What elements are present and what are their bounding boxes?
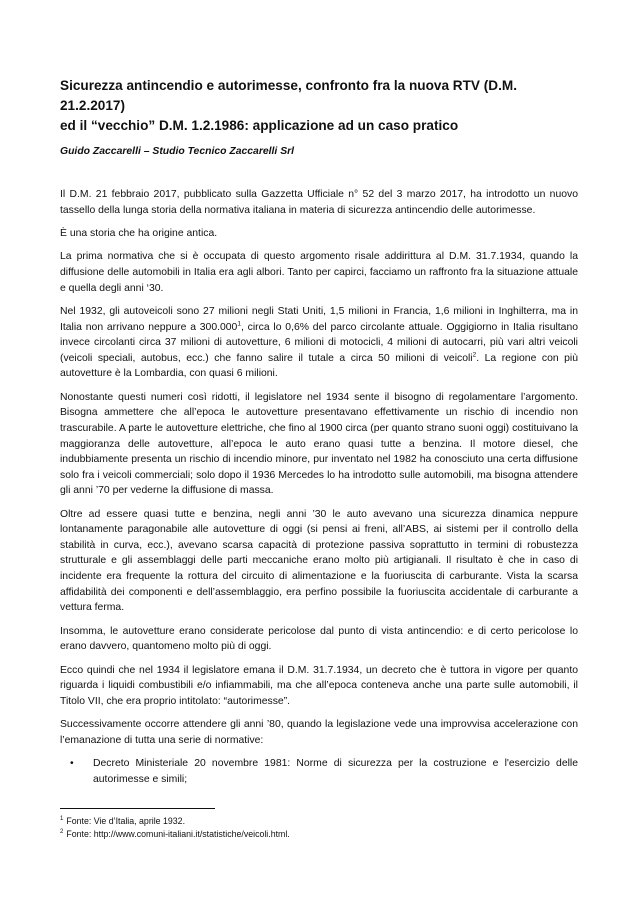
footnote-ref-2[interactable]: 2 <box>472 351 477 359</box>
paragraph-4 <box>60 304 578 382</box>
paragraph-4-part-b: , circa lo 0,6% del parco circolante attuale. Oggigiorno in Italia risultano invece circolanti circa 37 milioni di autovetture, 6 milioni di motocicli, 4 milioni di autocarri, più vari altri veicoli (veicoli speciali, autobus, ecc.) che fanno salire il tutale a circa 50 milioni di veicoli <box>60 321 579 364</box>
document-page <box>60 76 578 787</box>
document-title <box>60 76 578 136</box>
paragraph-3: La prima normativa che si è occupata di questo argomento risale addirittura al D.M. 31.7.1934, quando la diffusione delle automobili in Italia era agli albori. Tanto per capirci, facciamo un raffronto fra la situazione attuale e quella degli anni ‘30. <box>60 251 578 294</box>
paragraph-6: Oltre ad essere quasi tutte e benzina, negli anni ’30 le auto avevano una sicurezza dinamica neppure lontanamente paragonabile alle autovetture di oggi (si pensi ai freni, all’ABS, ai sistemi per il controllo della stabilità in curva, ecc.), avevano scarsa capacità di protezione passiva soprattutto in termini di robustezza strutturale e gli assemblaggi delle parti meccaniche erano molto più artigianali. Il risultato è che in caso di incidente era frequente la rottura del circuito di alimentazione e la fuoriuscita di carburante. Vista la scarsa affidabilità dei componenti e dell’assemblaggio, era perfino possibile la fuoriuscita accidentale di carburante a vettura ferma. <box>60 508 578 614</box>
footnote-ref-1[interactable]: 1 <box>237 320 241 328</box>
author-line: Guido Zaccarelli – Studio Tecnico Zaccarelli Srl <box>60 146 295 157</box>
document-body <box>60 187 578 787</box>
bullet-icon: • <box>70 758 74 770</box>
footnote-2 <box>60 828 578 841</box>
paragraph-4-part-a: Nel 1932, gli autoveicoli sono 27 milioni negli Stati Uniti, 1,5 milioni in Francia, 1,6 milioni in Inghilterra, ma in Italia non arrivano neppure a 300.000 <box>60 305 578 333</box>
footnotes <box>60 808 578 840</box>
footnote-1 <box>60 815 578 828</box>
footnote-2-text[interactable]: Fonte: http://www.comuni-italiani.it/statistiche/veicoli.html. <box>66 828 290 839</box>
title-line-2: ed il “vecchio” D.M. 1.2.1986: applicazione ad un caso pratico <box>60 118 459 133</box>
footnote-1-text: Fonte: Vie d’Italia, aprile 1932. <box>66 816 186 826</box>
footnote-1-number: 1 <box>60 816 64 823</box>
paragraph-4-part-c: . La regione con più autovetture è la Lombardia, con quasi 6 milioni. <box>60 352 578 380</box>
title-line-1: Sicurezza antincendio e autorimesse, confronto fra la nuova RTV (D.M. 21.2.2017) <box>60 78 517 113</box>
list-item <box>60 756 578 787</box>
paragraph-7: Insomma, le autovetture erano considerate pericolose dal punto di vista antincendio: e di certo pericolose lo erano davvero, quantomeno molto più di oggi. <box>60 625 578 653</box>
paragraph-9: Successivamente occorre attendere gli anni ’80, quando la legislazione vede una improvvisa accelerazione con l’emanazione di tutta una serie di normative: <box>60 719 578 746</box>
footnote-2-number: 2 <box>60 828 64 835</box>
paragraph-1: Il D.M. 21 febbraio 2017, pubblicato sulla Gazzetta Ufficiale n° 52 del 3 marzo 2017, ha introdotto un nuovo tassello della lunga storia della normativa italiana in materia di sicurezza antincendio delle autorimesse. <box>60 189 578 216</box>
paragraph-5: Nonostante questi numeri così ridotti, il legislatore nel 1934 sente il bisogno di regolamentare l’argomento. Bisogna ammettere che all’epoca le autovetture presentavano effettivamente un rischio di incendio non trascurabile. A parte le autovetture elettriche, che fino al 1900 circa (per quanto strano suoni oggi) costituivano la maggioranza delle autovetture, all’epoca le auto erano quasi tutte a benzina. Il motore diesel, che indubbiamente presenta un rischio di incendio minore, pur inventato nel 1982 ha conosciuto una certa diffusione solo fra i veicoli commerciali; solo dopo il 1936 Mercedes lo ha introdotto sulle automobili, ma bisogna attendere gli anni ’70 per vederne la diffusione di massa. <box>60 391 578 497</box>
footnote-divider <box>60 808 215 809</box>
paragraph-8: Ecco quindi che nel 1934 il legislatore emana il D.M. 31.7.1934, un decreto che è tuttora in vigore per quanto riguarda i liquidi combustibili e/o infiammabili, ma che all’epoca conteneva anche una parte sulle automobili, il Titolo VII, che era proprio intitolato: “autorimesse”. <box>60 664 578 707</box>
paragraph-2: È una storia che ha origine antica. <box>60 227 218 239</box>
list-item-text: Decreto Ministeriale 20 novembre 1981: Norme di sicurezza per la costruzione e l'esercizio delle autorimesse e simili; <box>93 758 578 785</box>
